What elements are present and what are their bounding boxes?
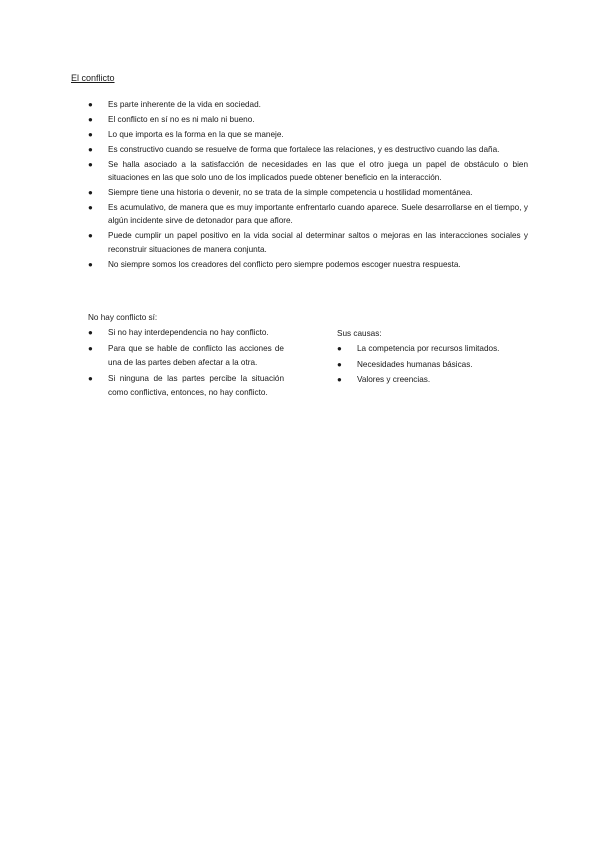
list-item-text: Se halla asociado a la satisfacción de necesidades en las que el otro juega un papel de obstáculo o bien situaciones en las que solo uno de los implicados puede obtener beneficio en la interacción. <box>108 160 528 183</box>
list-item <box>88 342 284 371</box>
list-item-text: Es acumulativo, de manera que es muy importante enfrentarlo cuando aparece. Suele desarrollarse en el tiempo, y algún incidente sirve de detonador para que aflore. <box>108 203 528 226</box>
bullet-icon: ● <box>88 231 93 241</box>
list-item-text: El conflicto en sí no es ni malo ni bueno. <box>108 115 255 124</box>
list-item-text: Siempre tiene una historia o devenir, no se trata de la simple competencia u hostilidad momentánea. <box>108 188 473 198</box>
list-item <box>88 186 528 199</box>
list-item <box>337 373 537 388</box>
bullet-icon: ● <box>337 359 342 369</box>
list-item <box>337 358 537 373</box>
list-item-text: No siempre somos los creadores del conflicto pero siempre podemos escoger nuestra respuesta. <box>108 259 461 269</box>
bullet-icon: ● <box>88 373 93 383</box>
list-item-text: Si no hay interdependencia no hay conflicto. <box>108 328 269 337</box>
bullet-icon: ● <box>88 259 93 269</box>
bullet-icon: ● <box>88 203 93 213</box>
list-item-text: Necesidades humanas básicas. <box>357 359 473 369</box>
list-item <box>337 342 537 357</box>
list-item-text: Valores y creencias. <box>357 375 431 385</box>
list-item-text: Si ninguna de las partes percibe la situación como conflictiva, entonces, no hay conflicto. <box>108 373 284 398</box>
causes-list <box>337 342 537 388</box>
list-item <box>88 128 528 141</box>
list-item <box>88 98 528 111</box>
list-item-text: Es constructivo cuando se resuelve de forma que fortalece las relaciones, y es destructivo cuando las daña. <box>108 145 500 154</box>
list-item <box>88 229 528 255</box>
no-conflict-list <box>88 326 284 401</box>
no-conflict-section <box>88 311 284 402</box>
list-item <box>88 326 284 341</box>
bullet-icon: ● <box>88 188 93 198</box>
bullet-icon: ● <box>337 375 342 385</box>
list-item <box>88 372 284 401</box>
causes-section <box>337 327 537 389</box>
bullet-icon: ● <box>88 100 93 109</box>
list-item <box>88 258 528 271</box>
list-item-text: Lo que importa es la forma en la que se maneje. <box>108 130 284 139</box>
causes-heading: Sus causas: <box>337 329 382 338</box>
document-title: El conflicto <box>71 73 115 83</box>
list-item-text: Puede cumplir un papel positivo en la vida social al determinar saltos o mejoras en las interacciones sociales y reconstruir situaciones de manera conjunta. <box>108 231 528 254</box>
no-conflict-heading: No hay conflicto sí: <box>88 313 158 322</box>
bullet-icon: ● <box>88 115 93 124</box>
bullet-icon: ● <box>88 145 93 154</box>
list-item <box>88 158 528 184</box>
bullet-icon: ● <box>337 344 342 353</box>
bullet-icon: ● <box>88 343 93 353</box>
list-item <box>88 201 528 227</box>
list-item-text: Para que se hable de conflicto las acciones de una de las partes deben afectar a la otra. <box>108 343 284 368</box>
bullet-icon: ● <box>88 160 93 169</box>
list-item-text: Es parte inherente de la vida en sociedad. <box>108 100 261 109</box>
main-bullet-list <box>88 98 528 273</box>
bullet-icon: ● <box>88 328 93 337</box>
list-item <box>88 113 528 126</box>
list-item <box>88 143 528 156</box>
list-item-text: La competencia por recursos limitados. <box>357 344 500 353</box>
bullet-icon: ● <box>88 130 93 139</box>
